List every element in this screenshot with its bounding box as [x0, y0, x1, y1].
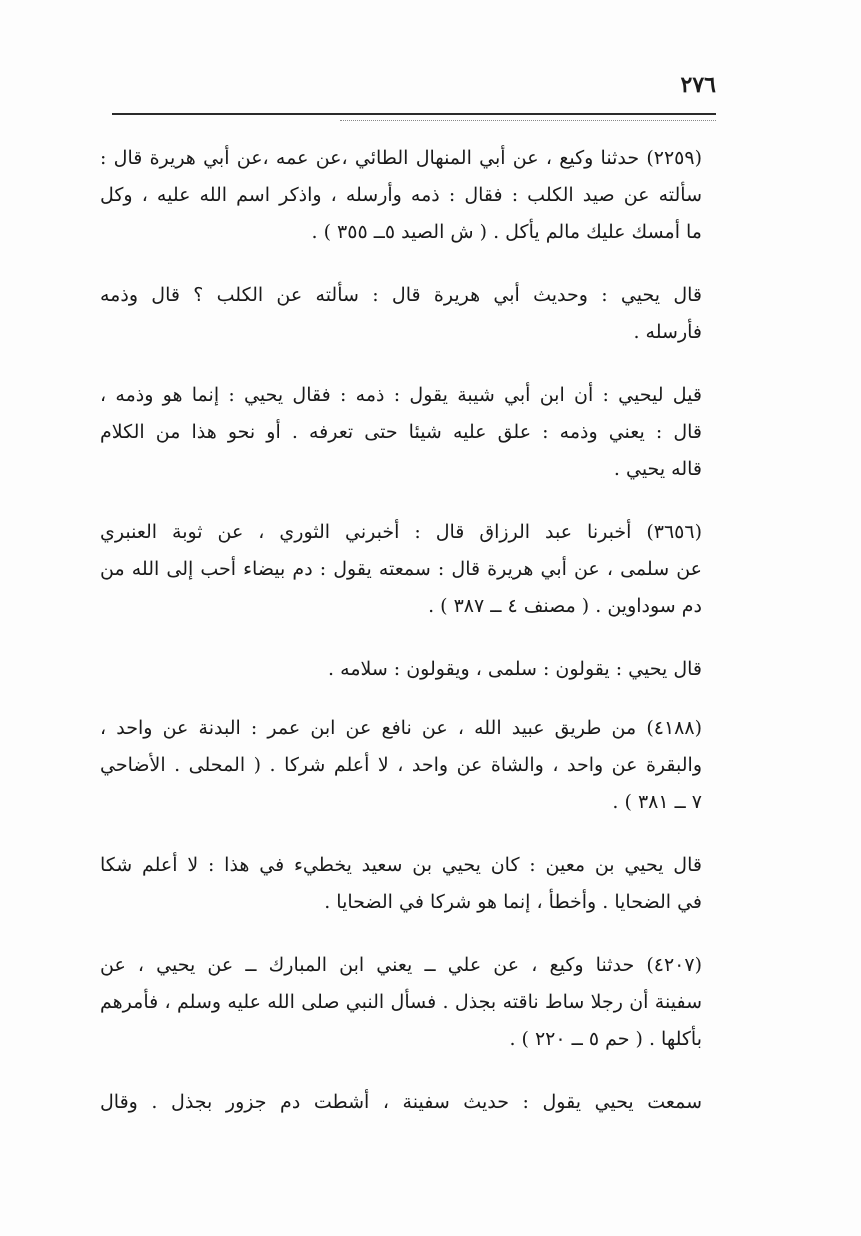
page-number: ٢٧٦: [680, 72, 716, 98]
text-line: عن سلمى ، عن أبي هريرة قال : سمعته يقول : دم بيضاء أحب إلى الله من: [100, 558, 702, 580]
text-line: والبقرة عن واحد ، والشاة عن واحد ، لا أعلم شركا . ( المحلى . الأضاحي: [100, 754, 702, 776]
paragraph-yahya-comment-4: [100, 847, 724, 921]
paragraph-yahya-comment-5: [100, 1084, 724, 1121]
text-line: قال يحيي : يقولون : سلمى ، ويقولون : سلامه .: [328, 658, 702, 680]
text-line: قال يحيي بن معين : كان يحيي بن سعيد يخطيء في هذا : لا أعلم شكا: [100, 854, 702, 876]
paragraph-hadith-4207: [100, 947, 724, 1058]
paragraph-yahya-comment-2: [100, 377, 724, 488]
paragraph-hadith-4188: [100, 710, 724, 821]
header-rule: [112, 113, 716, 115]
text-line: (٢٢٥٩) حدثنا وكيع ، عن أبي المنهال الطائي ،عن عمه ،عن أبي هريرة قال :: [100, 147, 702, 169]
text-line: قاله يحيي .: [613, 458, 702, 480]
header-rule-dotted: [340, 120, 716, 121]
paragraph-yahya-comment-3: [100, 651, 724, 688]
text-line: سفينة أن رجلا ساط ناقته بجذل . فسأل النبي صلى الله عليه وسلم ، فأمرهم: [100, 991, 702, 1013]
text-line: ما أمسك عليك مالم يأكل . ( ش الصيد ٥ــ ٣٥٥ ) .: [311, 221, 702, 243]
text-line: بأكلها . ( حم ٥ ــ ٢٢٠ ) .: [509, 1028, 702, 1050]
text-line: فأرسله .: [633, 321, 702, 343]
text-line: دم سوداوين . ( مصنف ٤ ــ ٣٨٧ ) .: [428, 595, 702, 617]
text-line: قال : يعني وذمه : علق عليه شيئا حتى تعرفه . أو نحو هذا من الكلام: [100, 421, 702, 443]
paragraph-hadith-3656: [100, 514, 724, 625]
text-line: (٤١٨٨) من طريق عبيد الله ، عن نافع عن ابن عمر : البدنة عن واحد ،: [100, 717, 702, 739]
text-line: (٤٢٠٧) حدثنا وكيع ، عن علي ــ يعني ابن المبارك ــ عن يحيي ، عن: [100, 954, 702, 976]
body-text: [100, 140, 724, 1147]
paragraph-yahya-comment-1: [100, 277, 724, 351]
text-line: سمعت يحيي يقول : حديث سفينة ، أشطت دم جزور بجذل . وقال: [100, 1091, 702, 1113]
paragraph-hadith-2259: [100, 140, 724, 251]
text-line: قيل ليحيي : أن ابن أبي شيبة يقول : ذمه : فقال يحيي : إنما هو وذمه ،: [100, 384, 702, 406]
text-line: في الضحايا . وأخطأ ، إنما هو شركا في الضحايا .: [324, 891, 702, 913]
text-line: سألته عن صيد الكلب : فقال : ذمه وأرسله ، واذكر اسم الله عليه ، وكل: [100, 184, 702, 206]
text-line: قال يحيي : وحديث أبي هريرة قال : سألته عن الكلب ؟ قال وذمه: [100, 284, 702, 306]
text-line: (٣٦٥٦) أخبرنا عبد الرزاق قال : أخبرني الثوري ، عن ثوبة العنبري: [100, 521, 702, 543]
text-line: ٧ ــ ٣٨١ ) .: [612, 791, 702, 813]
